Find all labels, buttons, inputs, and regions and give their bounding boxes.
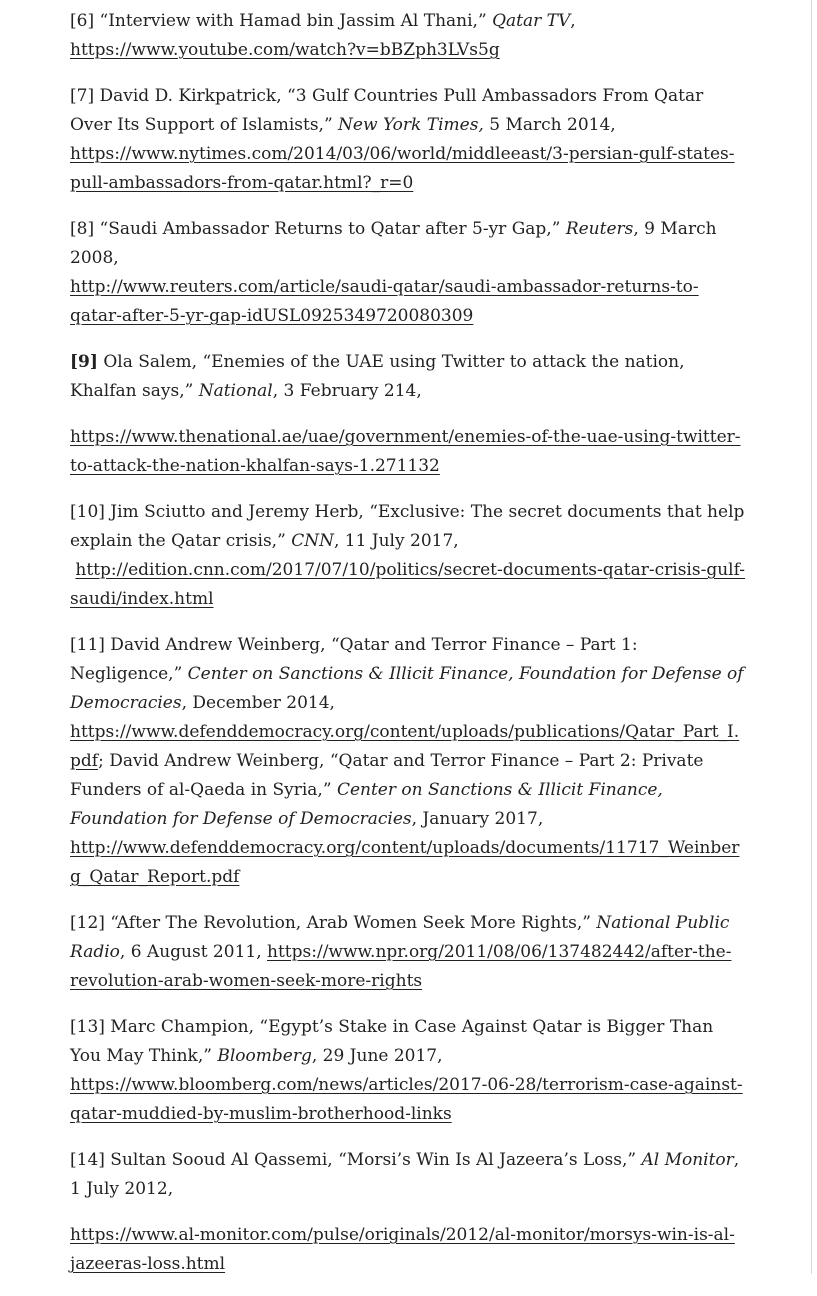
ref-text: Ola Salem, “Enemies of the UAE using Twitter to attack the nation, Khalfan says,” <box>70 352 685 401</box>
ref-text: Sultan Sooud Al Qassemi, “Morsi’s Win Is Al Jazeera’s Loss,” <box>104 1150 642 1170</box>
references-list <box>70 7 746 1296</box>
ref-text: , 11 July 2017, <box>333 531 459 551</box>
ref-source: New York Times, <box>338 115 484 135</box>
reference-13 <box>70 1013 746 1129</box>
reference-9-link <box>70 423 746 481</box>
ref-text: Marc Champion, “Egypt’s Stake in Case Against Qatar is Bigger Than You May Think,” <box>70 1017 714 1066</box>
ref-text: Jim Sciutto and Jeremy Herb, “Exclusive: The secret documents that help explain the Qatar crisis,” <box>70 502 745 551</box>
ref-text: , 6 August 2011, <box>119 942 268 962</box>
reference-9 <box>70 348 746 406</box>
ref-link[interactable]: https://www.defenddemocracy.org/content/uploads/publications/Qatar_Part_I.pdf <box>70 722 740 771</box>
ref-text: David D. Kirkpatrick, “3 Gulf Countries Pull Ambassadors From Qatar Over Its Support of Islamists,” <box>70 86 704 135</box>
reference-11 <box>70 631 746 892</box>
ref-source: National <box>198 381 273 401</box>
ref-link[interactable]: http://www.defenddemocracy.org/content/uploads/documents/11717_Weinberg_Qatar_Report.pdf <box>70 838 740 887</box>
ref-text: 5 March 2014, <box>483 115 616 135</box>
ref-link[interactable]: http://edition.cnn.com/2017/07/10/politics/secret-documents-qatar-crisis-gulf-saudi/index.html <box>70 560 746 609</box>
reference-12 <box>70 909 746 996</box>
ref-text: , 9 March 2008, <box>70 219 717 268</box>
ref-source: Qatar TV <box>492 11 571 31</box>
ref-link[interactable]: https://www.thenational.ae/uae/government/enemies-of-the-uae-using-twitter-to-attack-the-nation-khalfan-says-1.271132 <box>70 427 741 476</box>
reference-14 <box>70 1146 746 1204</box>
ref-text: , January 2017, <box>411 809 544 829</box>
ref-number: [7] <box>70 86 95 106</box>
ref-number: [12] <box>70 913 105 933</box>
reference-10 <box>70 498 746 614</box>
ref-text: , 1 July 2012, <box>70 1150 740 1199</box>
ref-link[interactable]: https://www.bloomberg.com/news/articles/2017-06-28/terrorism-case-against-qatar-muddied-by-muslim-brotherhood-links <box>70 1075 743 1124</box>
ref-text: “Saudi Ambassador Returns to Qatar after 5-yr Gap,” <box>94 219 566 239</box>
ref-link[interactable]: https://www.npr.org/2011/08/06/137482442/after-the-revolution-arab-women-seek-more-rights <box>70 942 732 991</box>
ref-source: CNN <box>291 531 334 551</box>
ref-number: [13] <box>70 1017 105 1037</box>
ref-number: [6] <box>70 11 95 31</box>
reference-14-link <box>70 1221 746 1279</box>
reference-8 <box>70 215 746 331</box>
ref-number: [8] <box>70 219 95 239</box>
ref-source: National Public Radio <box>70 913 730 962</box>
ref-source: Center on Sanctions & Illicit Finance, Foundation for Defense of Democracies <box>70 664 744 713</box>
ref-text: , December 2014, <box>181 693 335 713</box>
ref-source: Al Monitor <box>641 1150 734 1170</box>
ref-source: Bloomberg <box>217 1046 312 1066</box>
ref-link[interactable]: https://www.youtube.com/watch?v=bBZph3LVs5g <box>70 40 500 60</box>
ref-link[interactable]: http://www.reuters.com/article/saudi-qatar/saudi-ambassador-returns-to-qatar-after-5-yr-gap-idUSL0925349720080309 <box>70 277 699 326</box>
ref-link[interactable]: https://www.nytimes.com/2014/03/06/world/middleeast/3-persian-gulf-states-pull-ambassadors-from-qatar.html?_r=0 <box>70 144 735 193</box>
ref-source: Center on Sanctions & Illicit Finance, Foundation for Defense of Democracies <box>70 780 663 829</box>
ref-number: [9] <box>70 352 98 372</box>
ref-text: , <box>570 11 576 31</box>
ref-source: Reuters <box>565 219 634 239</box>
reference-6 <box>70 7 746 65</box>
ref-text: David Andrew Weinberg, “Qatar and Terror Finance – Part 1: Negligence,” <box>70 635 638 684</box>
ref-number: [14] <box>70 1150 105 1170</box>
ref-text: , 3 February 214, <box>272 381 422 401</box>
ref-text: ; David Andrew Weinberg, “Qatar and Terror Finance – Part 2: Private Funders of al-Qaeda in Syria,” <box>70 751 704 800</box>
page-edge-divider <box>811 0 817 1274</box>
ref-text: “After The Revolution, Arab Women Seek More Rights,” <box>104 913 597 933</box>
ref-link[interactable]: https://www.al-monitor.com/pulse/originals/2012/al-monitor/morsys-win-is-al-jazeeras-loss.html <box>70 1225 735 1274</box>
reference-7 <box>70 82 746 198</box>
ref-text: “Interview with Hamad bin Jassim Al Thani,” <box>94 11 493 31</box>
ref-number: [11] <box>70 635 105 655</box>
ref-text: , 29 June 2017, <box>311 1046 443 1066</box>
ref-number: [10] <box>70 502 105 522</box>
